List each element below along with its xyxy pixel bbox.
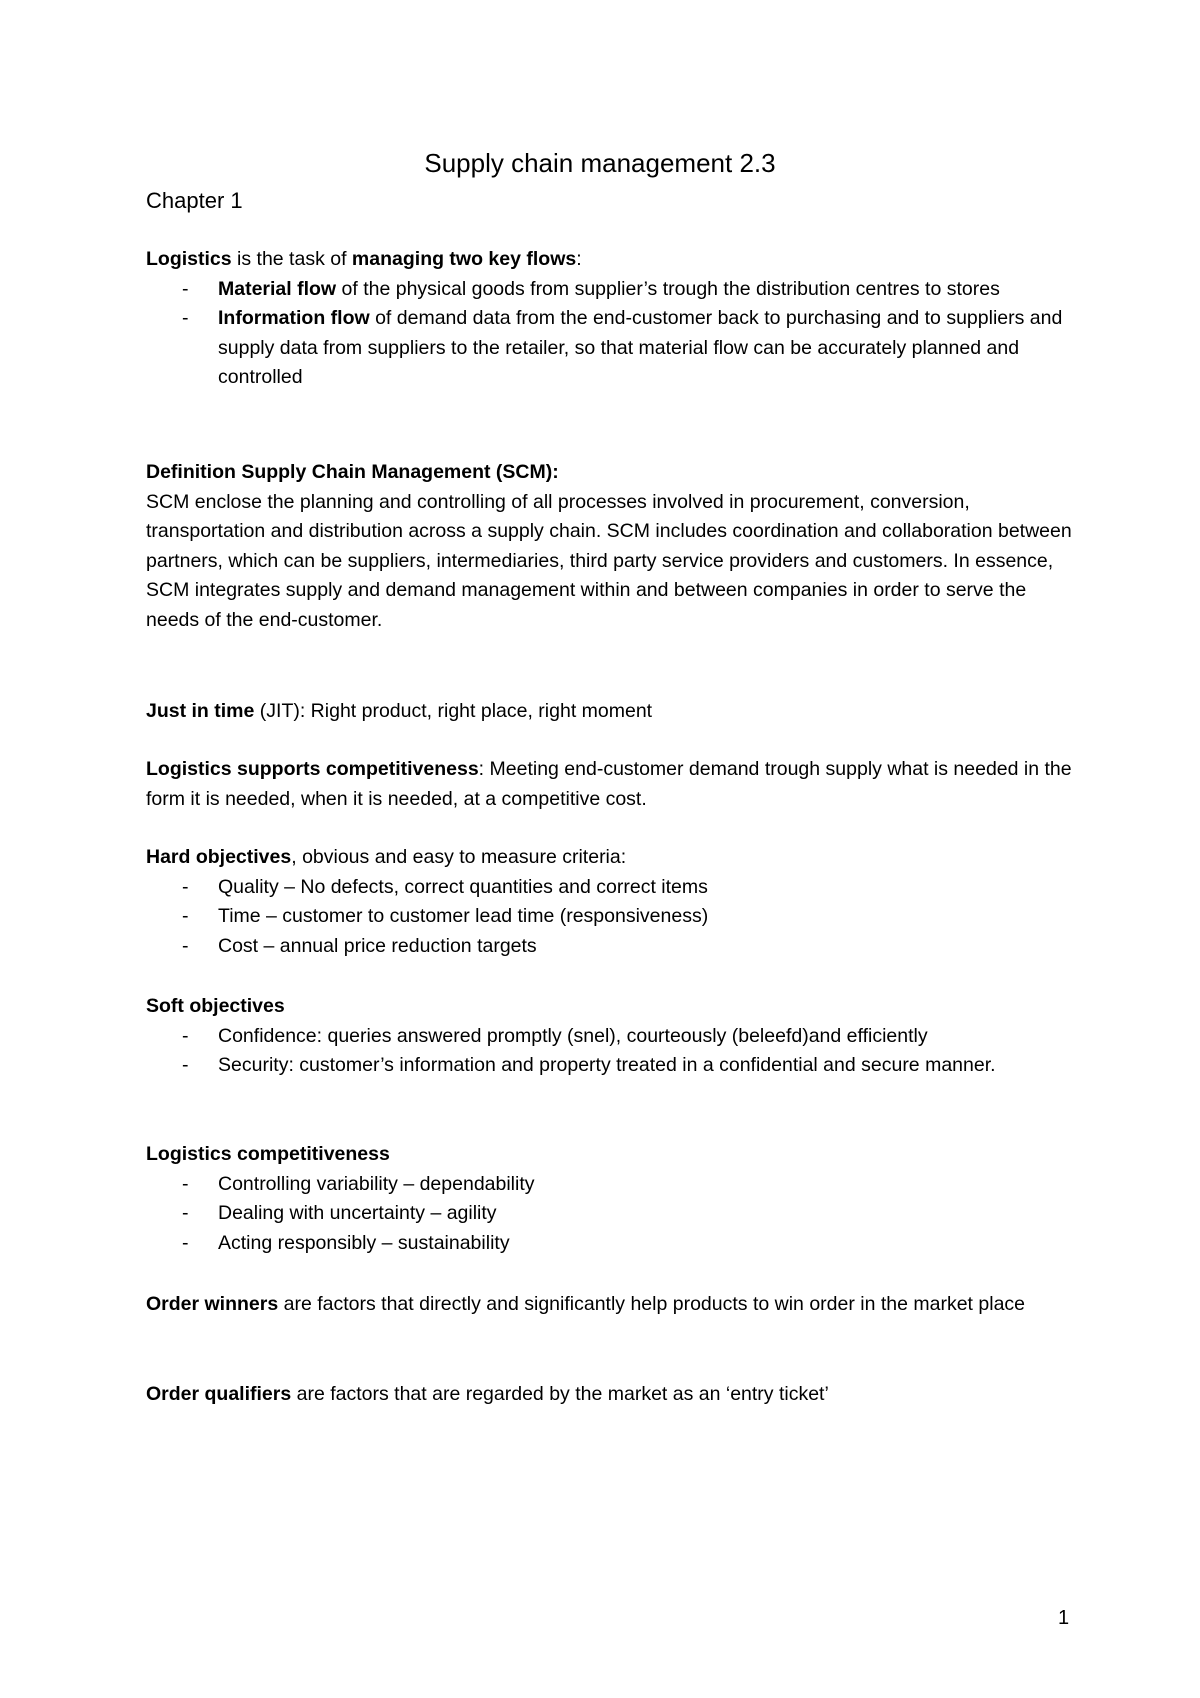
list-item: - Time – customer to customer lead time (responsiveness) (182, 905, 709, 927)
competitiveness-heading: Logistics competitiveness (146, 1143, 390, 1165)
hard-objectives-section (146, 843, 1076, 961)
list-item: - Information flow of demand data from the end-customer back to purchasing and to suppliers and supply data from suppliers to the retailer, so that material flow can be accurately planned and controlled (182, 307, 1063, 388)
competitiveness-section (146, 1140, 1076, 1258)
list-item: - Cost – annual price reduction targets (182, 934, 537, 957)
page-title: Supply chain management 2.3 (424, 148, 776, 178)
list-item: - Acting responsibly – sustainability (182, 1231, 510, 1254)
page-number: 1 (1058, 1607, 1070, 1629)
order-winners-section (146, 1290, 1076, 1320)
list-item: - Dealing with uncertainty – agility (182, 1202, 497, 1224)
soft-objectives-heading: Soft objectives (146, 995, 285, 1017)
definition-section (146, 458, 1076, 635)
list-item: - Material flow of the physical goods from supplier’s trough the distribution centres to stores (182, 277, 1000, 300)
order-winners-paragraph: Order winners are factors that directly and significantly help products to win order in the market place (146, 1293, 1026, 1315)
chapter-heading: Chapter 1 (146, 188, 243, 213)
definition-heading: Definition Supply Chain Management (SCM): (146, 461, 559, 483)
jit-section (146, 697, 1076, 727)
jit-paragraph: Just in time (JIT): Right product, right place, right moment (146, 700, 653, 722)
list-item: - Security: customer’s information and property treated in a confidential and secure manner. (182, 1054, 996, 1076)
logistics-term: Logistics (146, 248, 232, 270)
list-item: - Confidence: queries answered promptly (snel), courteously (beleefd)and efficiently (182, 1024, 928, 1047)
definition-body: SCM enclose the planning and controlling of all processes involved in procurement, conversion, transportation and distribution across a supply chain. SCM includes coordination and collaboration between partners, which can be suppliers, intermediaries, third party service providers and customers. In essence, SCM integrates supply and demand management within and between companies in order to serve the needs of the end-customer. (146, 490, 1072, 631)
supports-paragraph: Logistics supports competitiveness: Meeting end-customer demand trough supply what is needed in the form it is needed, when it is needed, at a competitive cost. (146, 758, 1072, 810)
soft-objectives-section (146, 992, 1076, 1081)
list-item: - Controlling variability – dependability (182, 1172, 535, 1195)
order-qualifiers-paragraph: Order qualifiers are factors that are regarded by the market as an ‘entry ticket’ (146, 1383, 829, 1405)
list-item: - Quality – No defects, correct quantities and correct items (182, 875, 708, 898)
supports-section (146, 755, 1076, 814)
hard-objectives-intro: Hard objectives, obvious and easy to measure criteria: (146, 846, 627, 868)
logistics-intro: Logistics is the task of managing two key flows: (146, 248, 582, 270)
order-qualifiers-section (146, 1380, 1076, 1410)
key-flows-term: managing two key flows (351, 248, 577, 270)
logistics-section (146, 245, 1076, 393)
